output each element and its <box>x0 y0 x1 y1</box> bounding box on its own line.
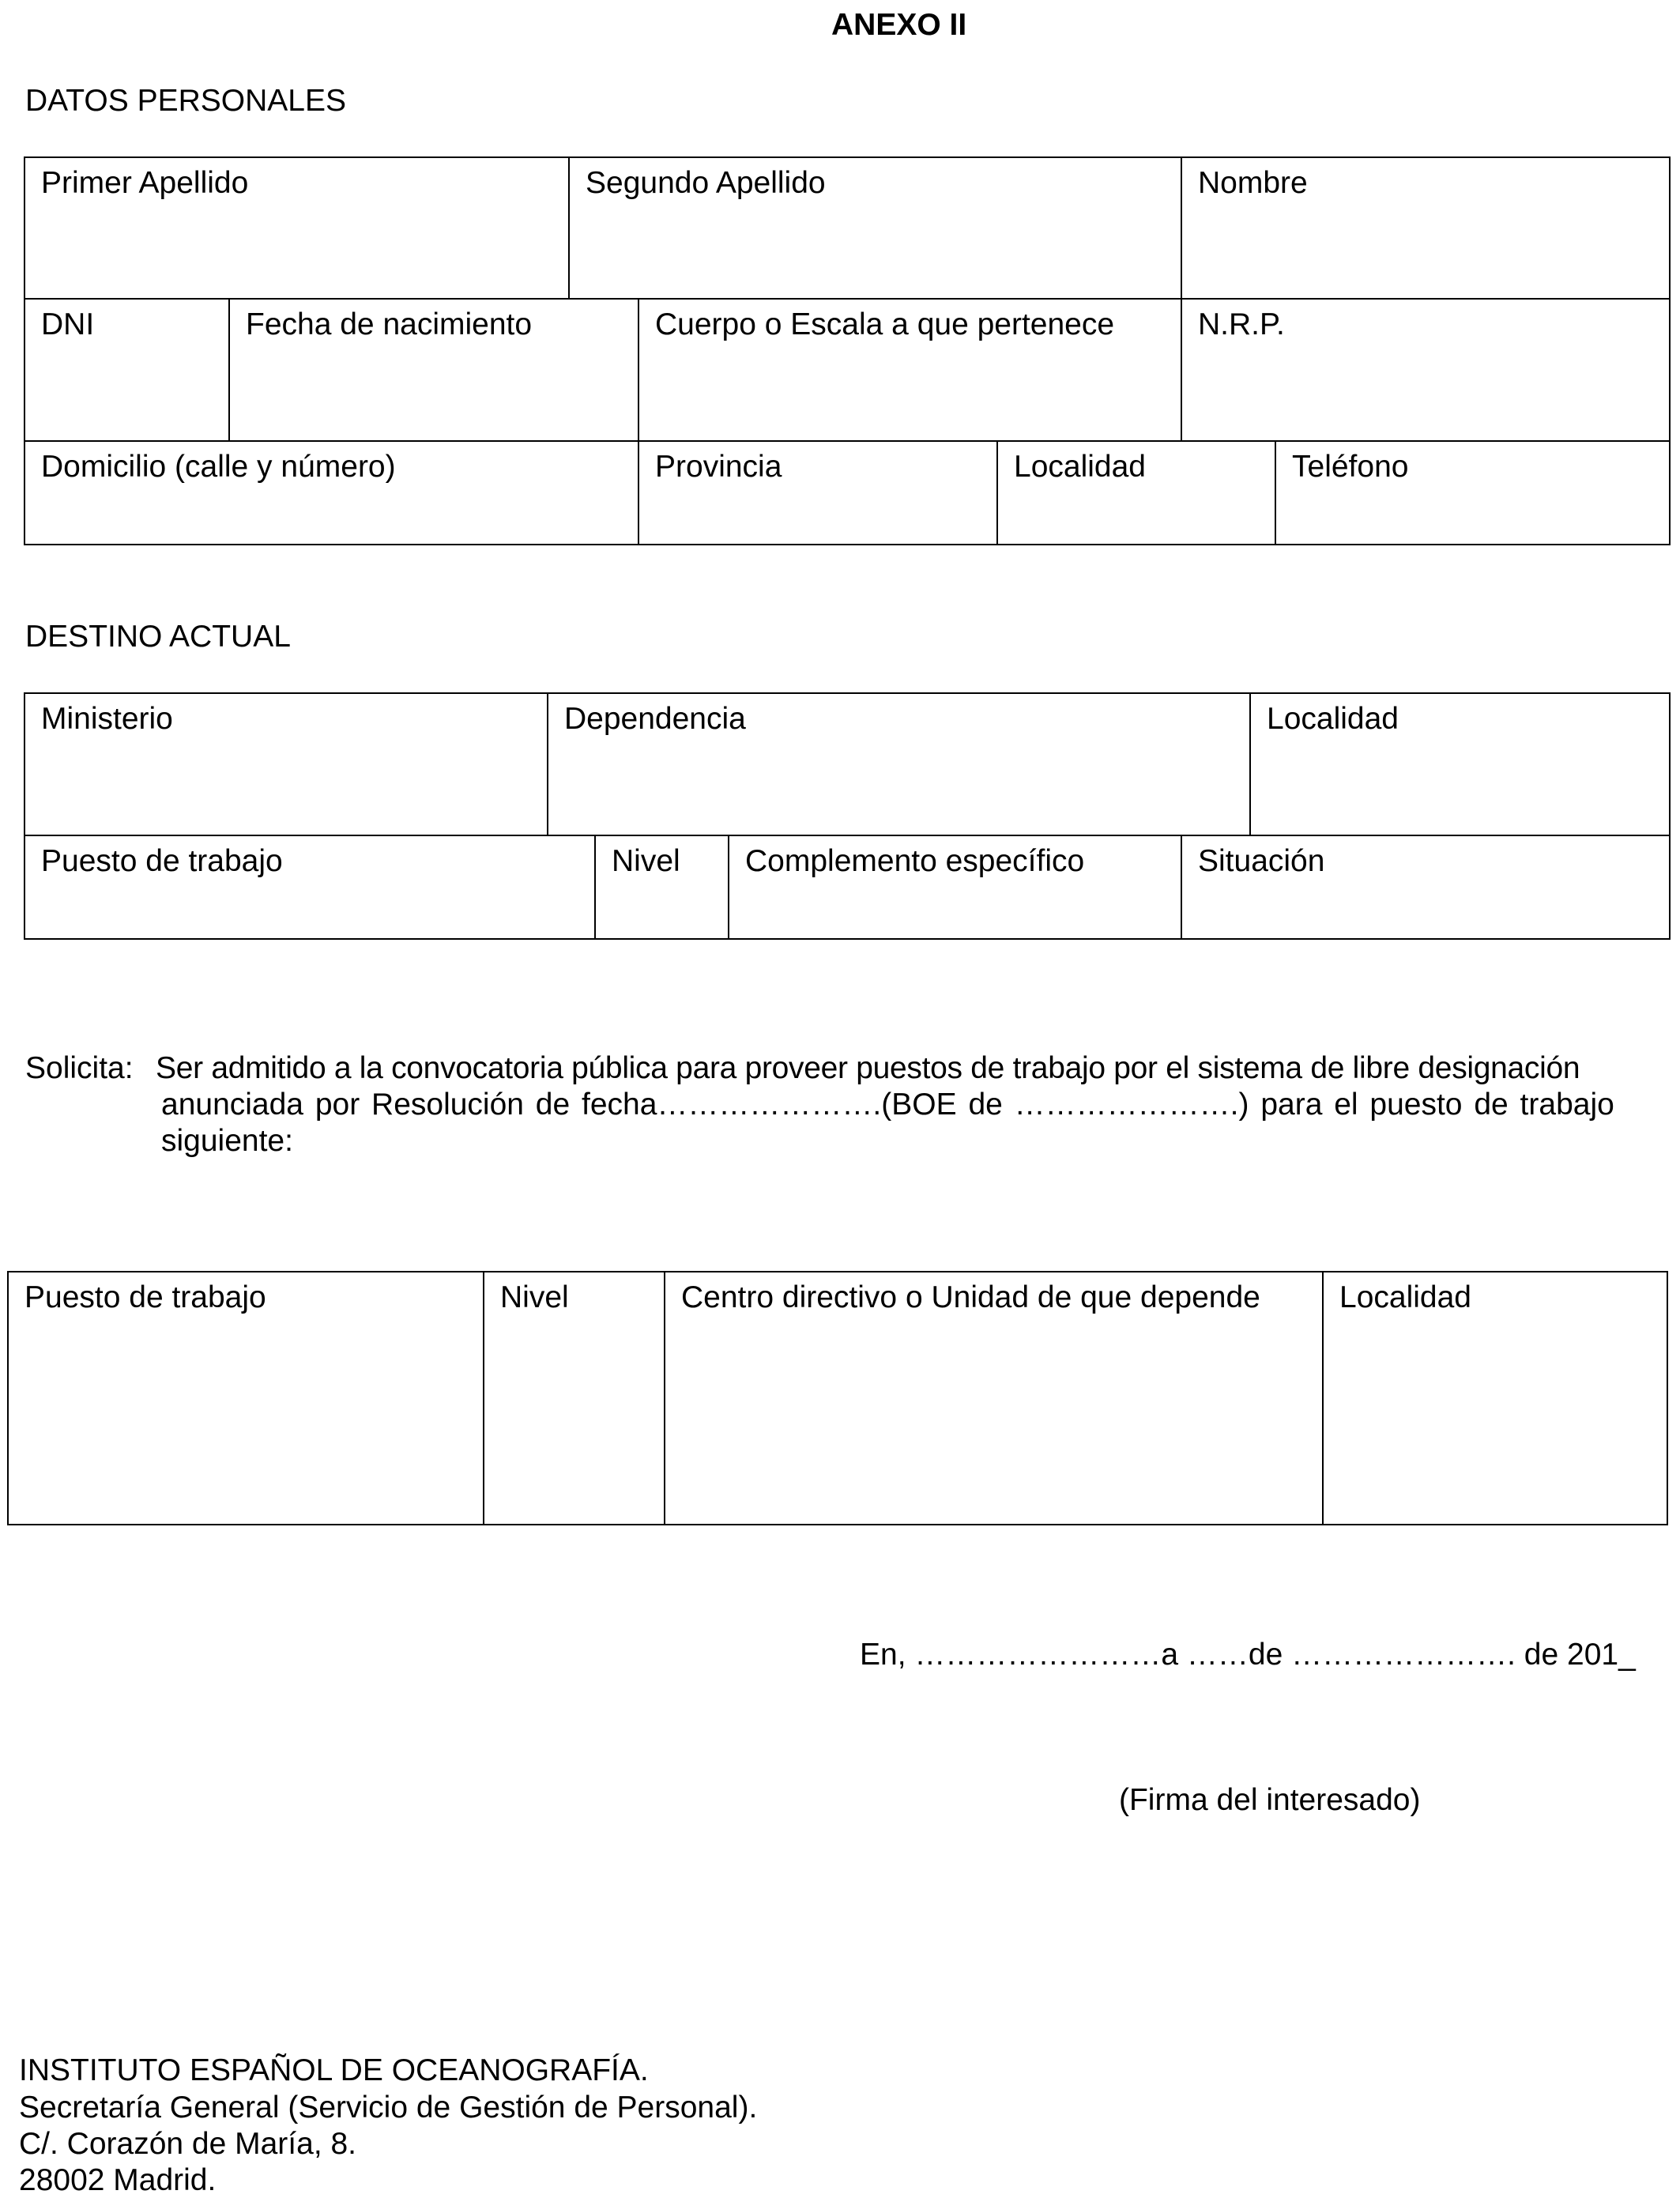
field-label: Centro directivo o Unidad de que depende <box>681 1280 1260 1314</box>
field-label: N.R.P. <box>1198 307 1285 341</box>
provincia-field[interactable] <box>638 440 998 545</box>
section-heading-datos-personales: DATOS PERSONALES <box>25 84 347 118</box>
complemento-especifico-field[interactable] <box>728 835 1182 940</box>
primer-apellido-field[interactable] <box>24 156 570 300</box>
field-label: Localidad <box>1014 450 1146 484</box>
field-label: Segundo Apellido <box>586 166 826 200</box>
footer-city: 28002 Madrid. <box>19 2163 217 2197</box>
field-label: Provincia <box>655 450 782 484</box>
puesto-solicitado-centro-field[interactable] <box>664 1271 1324 1525</box>
ministerio-field[interactable] <box>24 692 548 836</box>
puesto-solicitado-localidad-field[interactable] <box>1322 1271 1668 1525</box>
destino-nivel-field[interactable] <box>594 835 729 940</box>
field-label: Nivel <box>500 1280 569 1314</box>
section-heading-destino-actual: DESTINO ACTUAL <box>25 620 291 654</box>
nombre-field[interactable] <box>1181 156 1671 300</box>
solicita-label: Solicita: <box>25 1051 134 1085</box>
footer-street: C/. Corazón de María, 8. <box>19 2127 357 2161</box>
dni-field[interactable] <box>24 298 230 442</box>
field-label: Situación <box>1198 844 1325 878</box>
fecha-line[interactable]: En, ……………………a ……de …………………. de 201_ <box>860 1638 1636 1672</box>
cuerpo-escala-field[interactable] <box>638 298 1182 442</box>
nrp-field[interactable] <box>1181 298 1671 442</box>
telefono-field[interactable] <box>1275 440 1671 545</box>
footer-department: Secretaría General (Servicio de Gestión de Personal). <box>19 2091 758 2124</box>
fecha-nacimiento-field[interactable] <box>228 298 639 442</box>
puesto-solicitado-puesto-field[interactable] <box>7 1271 484 1525</box>
field-label: Primer Apellido <box>41 166 249 200</box>
solicita-text-line-3: siguiente: <box>161 1124 293 1158</box>
field-label: Ministerio <box>41 702 173 736</box>
dependencia-field[interactable] <box>547 692 1251 836</box>
field-label: Puesto de trabajo <box>41 844 283 878</box>
firma-label: (Firma del interesado) <box>1119 1783 1421 1817</box>
field-label: Nombre <box>1198 166 1308 200</box>
field-label: Nivel <box>612 844 680 878</box>
field-label: Dependencia <box>564 702 746 736</box>
field-label: DNI <box>41 307 95 341</box>
field-label: Localidad <box>1267 702 1399 736</box>
situacion-field[interactable] <box>1181 835 1671 940</box>
page-title: ANEXO II <box>831 8 967 42</box>
destino-puesto-field[interactable] <box>24 835 596 940</box>
footer-institution: INSTITUTO ESPAÑOL DE OCEANOGRAFÍA. <box>19 2053 649 2087</box>
puesto-solicitado-nivel-field[interactable] <box>483 1271 665 1525</box>
destino-localidad-field[interactable] <box>1249 692 1671 836</box>
segundo-apellido-field[interactable] <box>568 156 1182 300</box>
field-label: Domicilio (calle y número) <box>41 450 396 484</box>
localidad-field[interactable] <box>996 440 1276 545</box>
domicilio-field[interactable] <box>24 440 639 545</box>
solicita-text-line-2: anunciada por Resolución de fecha………………….(BOE de ………………….) para el puesto de trabajo <box>161 1088 1614 1122</box>
field-label: Fecha de nacimiento <box>246 307 533 341</box>
field-label: Localidad <box>1339 1280 1471 1314</box>
field-label: Cuerpo o Escala a que pertenece <box>655 307 1115 341</box>
field-label: Puesto de trabajo <box>24 1280 266 1314</box>
field-label: Complemento específico <box>745 844 1085 878</box>
field-label: Teléfono <box>1292 450 1409 484</box>
solicita-text-line-1: Ser admitido a la convocatoria pública para proveer puestos de trabajo por el sistema de libre designación <box>156 1051 1580 1085</box>
